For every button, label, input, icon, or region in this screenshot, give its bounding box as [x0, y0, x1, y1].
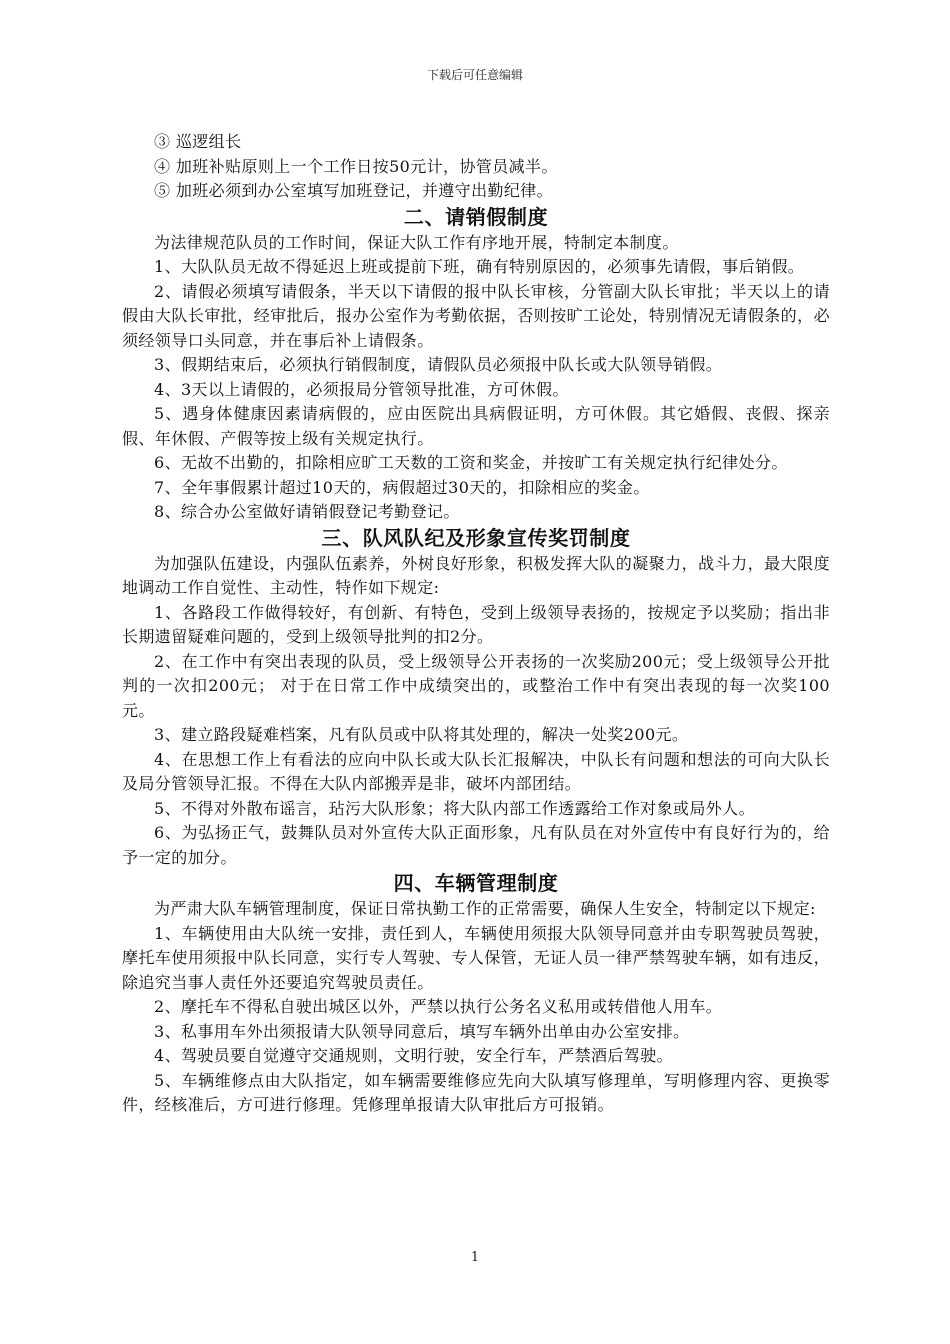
paragraph: 6、为弘扬正气，鼓舞队员对外宣传大队正面形象，凡有队员在对外宣传中有良好行为的，给予一定的加分。 [122, 823, 830, 867]
paragraph: 为加强队伍建设，内强队伍素养，外树良好形象，积极发挥大队的凝聚力，战斗力，最大限度地调动工作自觉性、主动性，特作如下规定: [122, 553, 830, 597]
page-header: 下载后可任意编辑 [426, 68, 523, 82]
paragraph: 3、假期结束后，必须执行销假制度，请假队员必须报中队长或大队领导销假。 [154, 355, 723, 374]
paragraph: 2、摩托车不得私自驶出城区以外，严禁以执行公务名义私用或转借他人用车。 [154, 997, 723, 1016]
list-item: ④ 加班补贴原则上一个工作日按50元计，协管员减半。 [154, 156, 558, 176]
section-heading: 二、请销假制度 [403, 204, 549, 229]
paragraph: 4、3天以上请假的，必须报局分管领导批准，方可休假。 [154, 379, 569, 399]
paragraph: 6、无故不出勤的，扣除相应旷工天数的工资和奖金，并按旷工有关规定执行纪律处分。 [154, 453, 788, 472]
paragraph: 1、车辆使用由大队统一安排，责任到人，车辆使用须报大队领导同意并由专职驾驶员驾驶，摩托车使用须报中队长同意，实行专人驾驶、专人保管，无证人员一律严禁驾驶车辆，如有违反，除追究当事人责任外还要追究驾驶员责任。 [122, 923, 830, 992]
paragraph: 为法律规范队员的工作时间，保证大队工作有序地开展，特制定本制度。 [154, 232, 679, 252]
paragraph: 2、在工作中有突出表现的队员，受上级领导公开表扬的一次奖励200元；受上级领导公开批判的一次扣200元； 对于在日常工作中成绩突出的，或整治工作中有突出表现的每一次奖100元。 [122, 651, 830, 720]
document-body [122, 130, 830, 1118]
paragraph: 2、请假必须填写请假条，半天以下请假的报中队长审核，分管副大队长审批；半天以上的请假由大队长审批，经审批后，报办公室作为考勤依据，否则按旷工论处，特别情况无请假条的，必须经领导口头同意，并在事后补上请假条。 [122, 281, 830, 350]
page-number: 1 [470, 1250, 480, 1265]
paragraph: 1、各路段工作做得较好，有创新、有特色，受到上级领导表扬的，按规定予以奖励；指出非长期遗留疑难问题的，受到上级领导批判的扣2分。 [122, 602, 830, 646]
section-vehicle-system [122, 870, 830, 1118]
list-item: ③ 巡逻组长 [154, 132, 242, 151]
paragraph: 为严肃大队车辆管理制度，保证日常执勤工作的正常需要，确保人生安全，特制定以下规定: [154, 899, 816, 918]
paragraph: 5、遇身体健康因素请病假的，应由医院出具病假证明，方可休假。其它婚假、丧假、探亲假、年休假、产假等按上级有关规定执行。 [122, 404, 830, 448]
section-heading: 四、车辆管理制度 [393, 871, 559, 895]
paragraph: 1、大队队员无故不得延迟上班或提前下班，确有特别原因的，必须事先请假，事后销假。 [154, 257, 805, 276]
section-discipline-system [122, 525, 830, 871]
section-leave-system [122, 204, 830, 525]
paragraph: 3、私事用车外出须报请大队领导同意后，填写车辆外出单由办公室安排。 [154, 1021, 690, 1041]
paragraph: 4、驾驶员要自觉遵守交通规则，文明行驶，安全行车，严禁酒后驾驶。 [154, 1046, 673, 1065]
paragraph: 7、全年事假累计超过10天的，病假超过30天的，扣除相应的奖金。 [154, 477, 650, 497]
list-item: ⑤ 加班必须到办公室填写加班登记，并遵守出勤纪律。 [154, 181, 554, 200]
paragraph: 8、综合办公室做好请销假登记考勤登记。 [154, 502, 460, 521]
paragraph: 4、在思想工作上有看法的应向中队长或大队长汇报解决，中队长有问题和想法的可向大队长及局分管领导汇报。不得在大队内部搬弄是非，破坏内部团结。 [122, 749, 830, 793]
paragraph: 5、车辆维修点由大队指定，如车辆需要维修应先向大队填写修理单，写明修理内容、更换零件，经核准后，方可进行修理。凭修理单报请大队审批后方可报销。 [122, 1070, 830, 1114]
paragraph: 3、建立路段疑难档案，凡有队员或中队将其处理的，解决一处奖200元。 [154, 725, 689, 744]
paragraph: 5、不得对外散布谣言，玷污大队形象；将大队内部工作透露给工作对象或局外人。 [154, 798, 755, 818]
section-heading: 三、队风队纪及形象宣传奖罚制度 [321, 525, 631, 550]
